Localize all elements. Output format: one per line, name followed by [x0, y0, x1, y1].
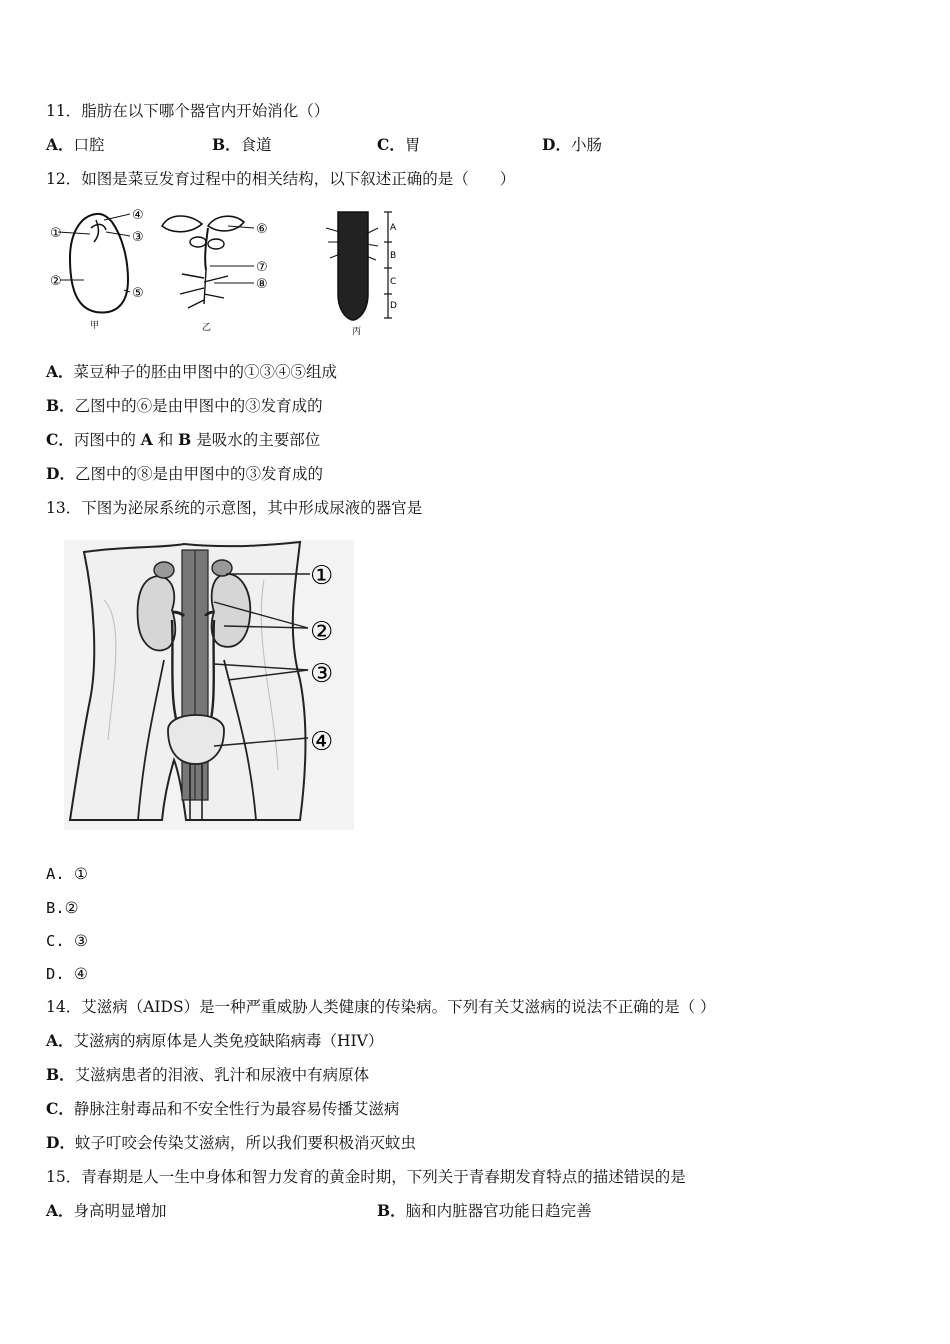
seed-label-2: ② [50, 274, 62, 289]
q12-option-c: C．丙图中的 A 和 B 是吸水的主要部位 [46, 430, 321, 449]
root-label-c: C [390, 277, 397, 287]
seedling-caption: 乙 [202, 323, 212, 333]
q14-option-d: D．蚊子叮咬会传染艾滋病，所以我们要积极消灭蚊虫 [46, 1133, 416, 1152]
q14-option-a: A．艾滋病的病原体是人类免疫缺陷病毒（HIV） [46, 1031, 384, 1050]
urinary-label-3: ③ [310, 659, 334, 689]
seed-caption: 甲 [90, 321, 100, 331]
q13-option-c: C. ③ [46, 932, 88, 950]
q14-option-c: C．静脉注射毒品和不安全性行为最容易传播艾滋病 [46, 1099, 400, 1118]
urinary-label-4: ④ [310, 727, 334, 757]
root-caption: 丙 [352, 327, 362, 337]
seed-label-3: ③ [132, 230, 144, 245]
q11-option-d: D．小肠 [542, 135, 602, 154]
seedling-label-8: ⑧ [256, 277, 268, 292]
q13-option-a: A. ① [46, 865, 88, 883]
q11-option-a: A．口腔 [46, 135, 105, 154]
q13-stem: 13．下图为泌尿系统的示意图，其中形成尿液的器官是 [46, 499, 423, 517]
root-tip-figure [318, 208, 408, 338]
q11-stem: 11．脂肪在以下哪个器官内开始消化（） [46, 102, 330, 120]
q12-option-a: A．菜豆种子的胚由甲图中的①③④⑤组成 [46, 362, 338, 381]
urinary-label-2: ② [310, 617, 334, 647]
root-label-d: D [390, 301, 397, 311]
q11-option-b: B．食道 [212, 135, 272, 154]
seedling-label-6: ⑥ [256, 222, 268, 237]
q14-stem: 14．艾滋病（AIDS）是一种严重威胁人类健康的传染病。下列有关艾滋病的说法不正确的是（ ） [46, 998, 716, 1016]
q15-option-a: A．身高明显增加 [46, 1201, 167, 1220]
q13-option-d: D. ④ [46, 965, 88, 983]
q14-option-b: B．艾滋病患者的泪液、乳汁和尿液中有病原体 [46, 1065, 370, 1084]
seedling-figure [158, 208, 278, 336]
seed-label-1: ① [50, 226, 62, 241]
seed-figure [44, 200, 164, 335]
seedling-label-7: ⑦ [256, 260, 268, 275]
root-label-b: B [390, 251, 397, 261]
seed-label-5: ⑤ [132, 286, 144, 301]
q12-stem: 12．如图是菜豆发育过程中的相关结构，以下叙述正确的是（ ） [46, 170, 516, 188]
q12-option-b: B．乙图中的⑥是由甲图中的③发育成的 [46, 396, 323, 415]
q12-option-d: D．乙图中的⑧是由甲图中的③发育成的 [46, 464, 323, 483]
q13-option-b: B.② [46, 899, 79, 917]
urinary-system-figure [64, 540, 354, 830]
q11-option-c: C．胃 [377, 135, 421, 154]
seed-label-4: ④ [132, 208, 144, 223]
q15-option-b: B．脑和内脏器官功能日趋完善 [377, 1201, 592, 1220]
q15-stem: 15．青春期是人一生中身体和智力发育的黄金时期，下列关于青春期发育特点的描述错误的是 [46, 1168, 686, 1186]
urinary-label-1: ① [310, 561, 334, 591]
root-label-a: A [390, 223, 397, 233]
